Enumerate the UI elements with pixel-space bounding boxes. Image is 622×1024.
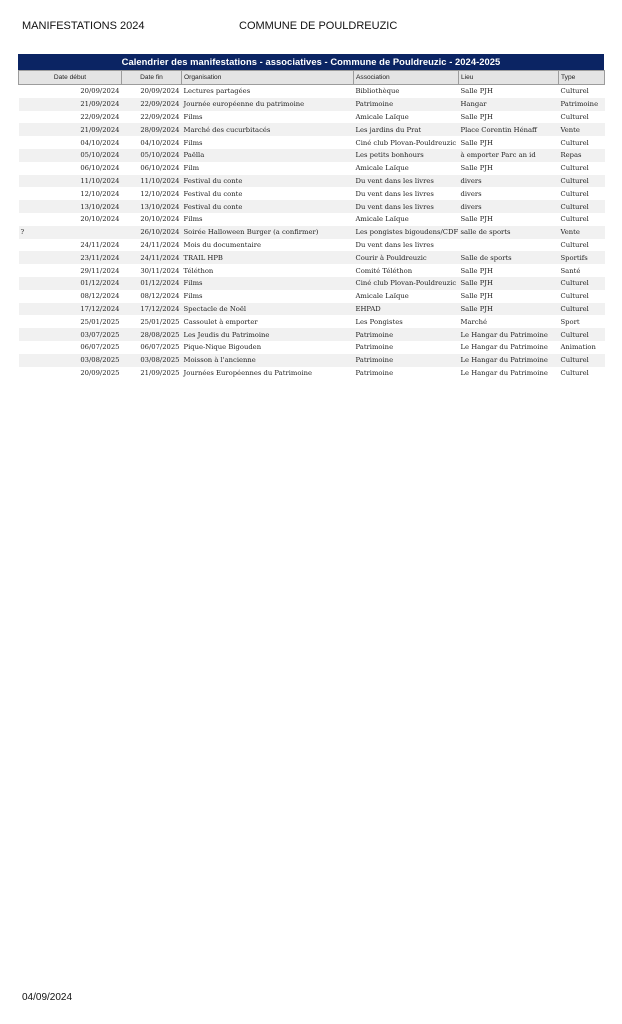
association-cell: EHPAD (354, 303, 459, 316)
association-cell: Amicale Laïque (354, 111, 459, 124)
column-header: Date début (19, 71, 122, 85)
location-cell: Salle PJH (459, 136, 559, 149)
location-cell: Salle PJH (459, 213, 559, 226)
start-date-cell: 25/01/2025 (19, 315, 122, 328)
end-date-cell: 01/12/2024 (122, 277, 182, 290)
location-cell: Le Hangar du Patrimoine (459, 328, 559, 341)
event-name-cell: Moisson à l'ancienne (182, 354, 354, 367)
location-cell (459, 239, 559, 252)
table-row (19, 251, 605, 264)
start-date-cell: 29/11/2024 (19, 264, 122, 277)
events-sheet (18, 54, 604, 379)
column-header: Type (559, 71, 605, 85)
table-row (19, 354, 605, 367)
start-date-cell: 13/10/2024 (19, 200, 122, 213)
event-name-cell: Cassoulet à emporter (182, 315, 354, 328)
end-date-cell: 28/08/2025 (122, 328, 182, 341)
location-cell: Salle PJH (459, 162, 559, 175)
table-row (19, 239, 605, 252)
table-row (19, 226, 605, 239)
event-name-cell: Films (182, 290, 354, 303)
end-date-cell: 03/08/2025 (122, 354, 182, 367)
start-date-cell: 20/09/2025 (19, 367, 122, 380)
start-date-cell: 08/12/2024 (19, 290, 122, 303)
event-name-cell: Journées Européennes du Patrimoine (182, 367, 354, 380)
end-date-cell: 05/10/2024 (122, 149, 182, 162)
type-cell: Culturel (559, 354, 605, 367)
end-date-cell: 20/10/2024 (122, 213, 182, 226)
table-row (19, 149, 605, 162)
location-cell: Hangar (459, 98, 559, 111)
association-cell: Patrimoine (354, 354, 459, 367)
column-header: Association (354, 71, 459, 85)
type-cell: Repas (559, 149, 605, 162)
event-name-cell: Films (182, 136, 354, 149)
table-header-row (19, 71, 605, 85)
end-date-cell: 21/09/2025 (122, 367, 182, 380)
column-header: Date fin (122, 71, 182, 85)
start-date-cell: 11/10/2024 (19, 175, 122, 188)
location-cell: divers (459, 187, 559, 200)
event-name-cell: Films (182, 111, 354, 124)
table-row (19, 303, 605, 316)
table-row (19, 136, 605, 149)
end-date-cell: 30/11/2024 (122, 264, 182, 277)
event-name-cell: Spectacle de Noël (182, 303, 354, 316)
type-cell: Patrimoine (559, 98, 605, 111)
event-name-cell: Les Jeudis du Patrimoine (182, 328, 354, 341)
table-row (19, 162, 605, 175)
association-cell: Ciné club Plovan-Pouldreuzic (354, 136, 459, 149)
end-date-cell: 04/10/2024 (122, 136, 182, 149)
location-cell: Salle de sports (459, 251, 559, 264)
table-row (19, 213, 605, 226)
location-cell: divers (459, 200, 559, 213)
location-cell: à emporter Parc an id (459, 149, 559, 162)
type-cell: Culturel (559, 187, 605, 200)
location-cell: salle de sports (459, 226, 559, 239)
table-row (19, 111, 605, 124)
type-cell: Culturel (559, 290, 605, 303)
type-cell: Culturel (559, 162, 605, 175)
type-cell: Culturel (559, 303, 605, 316)
location-cell: Salle PJH (459, 303, 559, 316)
association-cell: Les Pongistes (354, 315, 459, 328)
table-title: Calendrier des manifestations - associatives - Commune de Pouldreuzic - 2024-2025 (18, 54, 604, 70)
event-name-cell: Festival du conte (182, 175, 354, 188)
association-cell: Les pongistes bigoudens/CDF (354, 226, 459, 239)
start-date-cell: ? (19, 226, 122, 239)
end-date-cell: 08/12/2024 (122, 290, 182, 303)
event-name-cell: TRAIL HPB (182, 251, 354, 264)
location-cell: Salle PJH (459, 111, 559, 124)
type-cell: Culturel (559, 200, 605, 213)
start-date-cell: 03/08/2025 (19, 354, 122, 367)
location-cell: Le Hangar du Patrimoine (459, 367, 559, 380)
end-date-cell: 24/11/2024 (122, 251, 182, 264)
start-date-cell: 04/10/2024 (19, 136, 122, 149)
association-cell: Patrimoine (354, 98, 459, 111)
association-cell: Du vent dans les livres (354, 200, 459, 213)
event-name-cell: Films (182, 277, 354, 290)
start-date-cell: 24/11/2024 (19, 239, 122, 252)
start-date-cell: 23/11/2024 (19, 251, 122, 264)
event-name-cell: Soirée Halloween Burger (a confirmer) (182, 226, 354, 239)
type-cell: Sportifs (559, 251, 605, 264)
event-name-cell: Lectures partagées (182, 85, 354, 98)
start-date-cell: 01/12/2024 (19, 277, 122, 290)
start-date-cell: 21/09/2024 (19, 98, 122, 111)
table-row (19, 264, 605, 277)
event-name-cell: Film (182, 162, 354, 175)
type-cell: Culturel (559, 111, 605, 124)
event-name-cell: Festival du conte (182, 187, 354, 200)
location-cell: divers (459, 175, 559, 188)
end-date-cell: 25/01/2025 (122, 315, 182, 328)
table-row (19, 123, 605, 136)
event-name-cell: Films (182, 213, 354, 226)
association-cell: Amicale Laïque (354, 213, 459, 226)
end-date-cell: 22/09/2024 (122, 98, 182, 111)
end-date-cell: 28/09/2024 (122, 123, 182, 136)
type-cell: Culturel (559, 213, 605, 226)
location-cell: Salle PJH (459, 277, 559, 290)
association-cell: Patrimoine (354, 341, 459, 354)
type-cell: Culturel (559, 277, 605, 290)
end-date-cell: 20/09/2024 (122, 85, 182, 98)
table-row (19, 315, 605, 328)
end-date-cell: 12/10/2024 (122, 187, 182, 200)
type-cell: Culturel (559, 239, 605, 252)
end-date-cell: 17/12/2024 (122, 303, 182, 316)
start-date-cell: 20/09/2024 (19, 85, 122, 98)
type-cell: Santé (559, 264, 605, 277)
table-row (19, 175, 605, 188)
association-cell: Ciné club Plovan-Pouldreuzic (354, 277, 459, 290)
end-date-cell: 06/07/2025 (122, 341, 182, 354)
event-name-cell: Paëlla (182, 149, 354, 162)
association-cell: Du vent dans les livres (354, 175, 459, 188)
start-date-cell: 05/10/2024 (19, 149, 122, 162)
type-cell: Culturel (559, 175, 605, 188)
end-date-cell: 24/11/2024 (122, 239, 182, 252)
start-date-cell: 17/12/2024 (19, 303, 122, 316)
table-row (19, 290, 605, 303)
start-date-cell: 06/07/2025 (19, 341, 122, 354)
location-cell: Le Hangar du Patrimoine (459, 341, 559, 354)
print-date: 04/09/2024 (22, 992, 73, 1003)
association-cell: Patrimoine (354, 328, 459, 341)
start-date-cell: 06/10/2024 (19, 162, 122, 175)
page-header (0, 20, 622, 36)
association-cell: Les jardins du Prat (354, 123, 459, 136)
event-name-cell: Téléthon (182, 264, 354, 277)
end-date-cell: 06/10/2024 (122, 162, 182, 175)
association-cell: Du vent dans les livres (354, 187, 459, 200)
start-date-cell: 20/10/2024 (19, 213, 122, 226)
type-cell: Culturel (559, 136, 605, 149)
end-date-cell: 22/09/2024 (122, 111, 182, 124)
end-date-cell: 13/10/2024 (122, 200, 182, 213)
commune-heading: COMMUNE DE POULDREUZIC (239, 20, 398, 32)
type-cell: Culturel (559, 367, 605, 380)
table-row (19, 98, 605, 111)
type-cell: Culturel (559, 85, 605, 98)
event-name-cell: Marché des cucurbitacés (182, 123, 354, 136)
association-cell: Amicale Laïque (354, 290, 459, 303)
events-table (18, 70, 605, 379)
location-cell: Le Hangar du Patrimoine (459, 354, 559, 367)
column-header: Organisation (182, 71, 354, 85)
location-cell: Salle PJH (459, 290, 559, 303)
event-name-cell: Journée européenne du patrimoine (182, 98, 354, 111)
start-date-cell: 22/09/2024 (19, 111, 122, 124)
location-cell: Salle PJH (459, 264, 559, 277)
document-heading: MANIFESTATIONS 2024 (22, 20, 145, 32)
table-row (19, 200, 605, 213)
table-row (19, 187, 605, 200)
table-row (19, 277, 605, 290)
table-row (19, 328, 605, 341)
start-date-cell: 12/10/2024 (19, 187, 122, 200)
event-name-cell: Pique-Nique Bigouden (182, 341, 354, 354)
location-cell: Marché (459, 315, 559, 328)
column-header: Lieu (459, 71, 559, 85)
location-cell: Place Corentin Hénaff (459, 123, 559, 136)
type-cell: Animation (559, 341, 605, 354)
association-cell: Patrimoine (354, 367, 459, 380)
table-row (19, 341, 605, 354)
location-cell: Salle PJH (459, 85, 559, 98)
end-date-cell: 26/10/2024 (122, 226, 182, 239)
start-date-cell: 03/07/2025 (19, 328, 122, 341)
association-cell: Comité Téléthon (354, 264, 459, 277)
end-date-cell: 11/10/2024 (122, 175, 182, 188)
association-cell: Les petits bonhours (354, 149, 459, 162)
type-cell: Vente (559, 123, 605, 136)
type-cell: Culturel (559, 328, 605, 341)
association-cell: Bibliothèque (354, 85, 459, 98)
association-cell: Du vent dans les livres (354, 239, 459, 252)
association-cell: Courir à Pouldreuzic (354, 251, 459, 264)
type-cell: Sport (559, 315, 605, 328)
event-name-cell: Mois du documentaire (182, 239, 354, 252)
association-cell: Amicale Laïque (354, 162, 459, 175)
start-date-cell: 21/09/2024 (19, 123, 122, 136)
table-row (19, 85, 605, 98)
table-row (19, 367, 605, 380)
event-name-cell: Festival du conte (182, 200, 354, 213)
type-cell: Vente (559, 226, 605, 239)
table-body (19, 85, 605, 380)
